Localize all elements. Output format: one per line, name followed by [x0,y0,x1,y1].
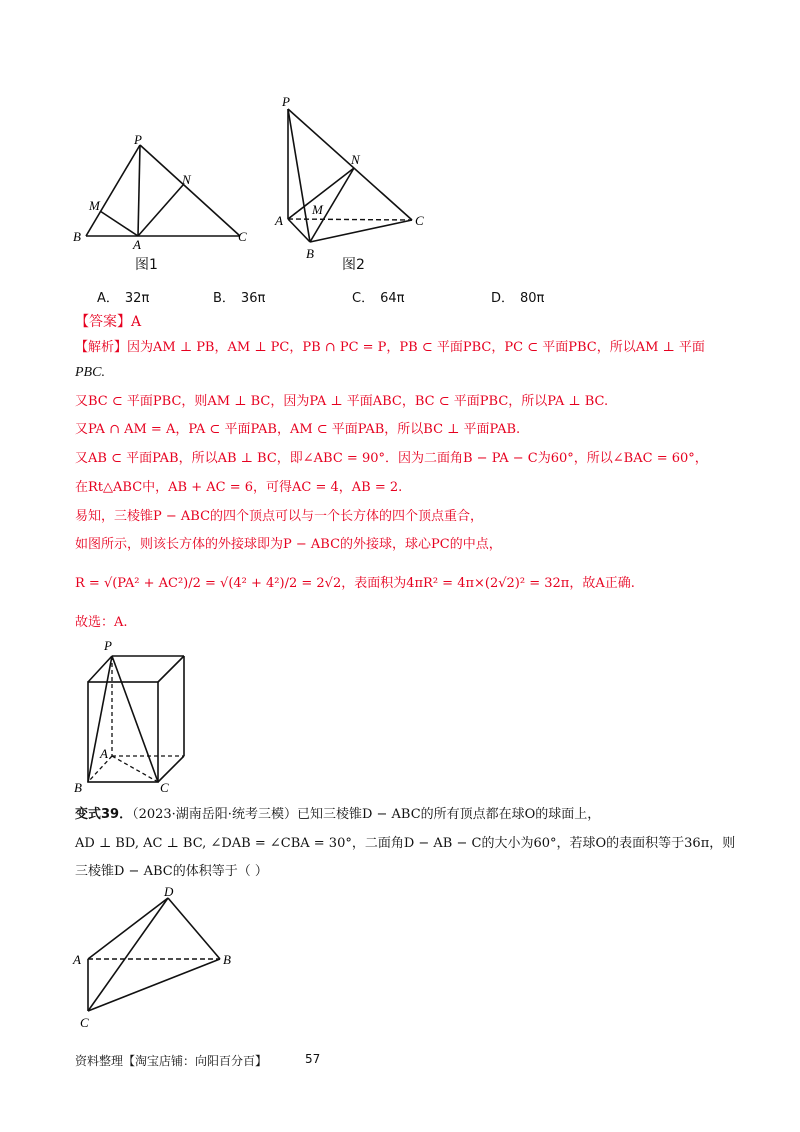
solution-line-3: 又BC ⊂ 平面PBC，则AM ⊥ BC，因为PA ⊥ 平面ABC，BC ⊂ 平面PBC，所以PA ⊥ BC. [75,394,609,409]
label-M: M [89,198,100,213]
footer-source: 资料整理【淘宝店铺：向阳百分百】 [75,1054,268,1068]
label-P: P [104,638,112,653]
figure-3 [72,636,197,796]
label-A: A [133,237,141,252]
figure-2-caption: 图2 [342,257,365,273]
label-B: B [74,780,82,795]
label-D: D [164,884,174,899]
solution-line-6: 在Rt△ABC中，AB + AC = 6，可得AC = 4，AB = 2. [75,480,403,495]
solution-line-1: 【解析】因为AM ⊥ PB，AM ⊥ PC，PB ∩ PC = P，PB ⊂ 平面PBC，PC ⊂ 平面PBC，所以AM ⊥ 平面 [75,340,705,355]
label-M: M [312,202,323,217]
figure-4 [70,884,245,1034]
solution-line-5: 又AB ⊂ 平面PAB，所以AB ⊥ BC，即∠ABC = 90°．因为二面角B − PA − C为60°，所以∠BAC = 60°， [75,451,708,466]
label-C: C [160,780,169,795]
variant-line-2: AD ⊥ BD, AC ⊥ BC, ∠DAB = ∠CBA = 30°，二面角D − AB − C的大小为60°，若球O的表面积等于36π，则 [75,836,736,851]
figure-1 [70,128,260,278]
label-P: P [282,94,290,109]
label-B: B [306,246,314,261]
label-B: B [73,229,81,244]
label-P: P [134,132,142,147]
label-B: B [223,952,231,967]
solution-line-8: 如图所示，则该长方体的外接球即为P − ABC的外接球，球心PC的中点， [75,537,502,552]
choice-b: B． 36π [213,291,266,306]
label-C: C [238,229,247,244]
label-N: N [182,172,191,187]
solution-line-4: 又PA ∩ AM = A，PA ⊂ 平面PAB，AM ⊂ 平面PAB，所以BC ⊥ 平面PAB. [75,422,521,437]
label-A: A [275,213,283,228]
label-N: N [351,152,360,167]
solution-line-2: PBC. [75,365,105,380]
label-C: C [415,213,424,228]
variant-title: 变式39． [75,807,133,822]
label-A: A [100,746,108,761]
solution-line-9: R = √(PA² + AC²)/2 = √(4² + 4²)/2 = 2√2，表面积为4πR² = 4π×(2√2)² = 32π，故A正确. [75,576,635,591]
variant-line-3: 三棱锥D − ABC的体积等于（ ） [75,864,268,879]
answer-line: 【答案】A [75,314,142,330]
choice-d: D． 80π [491,291,545,306]
solution-line-10: 故选：A. [75,615,128,630]
figure-1-caption: 图1 [135,257,158,273]
label-C: C [80,1015,89,1030]
choice-c: C． 64π [352,291,405,306]
figure-2 [272,92,437,262]
label-A: A [73,952,81,967]
solution-line-7: 易知，三棱锥P − ABC的四个顶点可以与一个长方体的四个顶点重合， [75,509,484,524]
page-number: 57 [305,1052,321,1066]
variant-line-1: 变式39．（2023·湖南岳阳·统考三模）已知三棱锥D − ABC的所有顶点都在球O的球面上， [75,807,601,822]
choice-a: A． 32π [97,291,150,306]
